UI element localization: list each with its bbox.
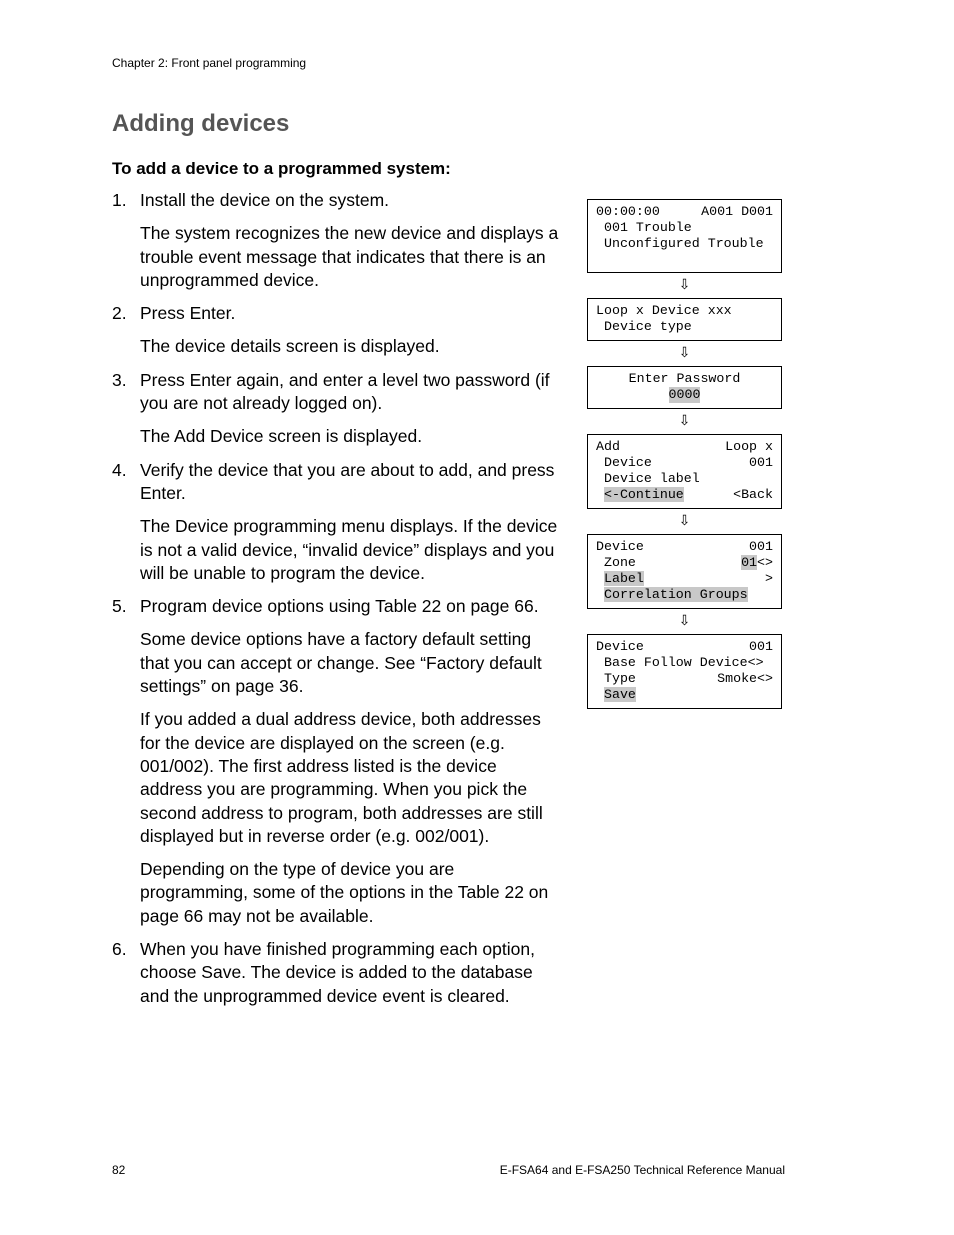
step-number: 3. [112, 369, 127, 390]
lcd-device-menu-screen [587, 534, 782, 609]
lcd-device-save-screen [587, 634, 782, 709]
step-instruction: Press Enter again, and enter a level two password (if you are not already logged on). [140, 369, 550, 414]
lcd-text: 001 Trouble [596, 220, 692, 235]
lcd-text: Device [596, 455, 652, 470]
step-number: 1. [112, 190, 127, 210]
lcd-text: Zone [596, 555, 636, 570]
lcd-text: <> [757, 555, 773, 570]
section-title: Adding devices [112, 110, 290, 137]
down-arrow-icon: ⇩ [678, 613, 691, 629]
lcd-text: Device label [596, 471, 700, 486]
step-2 [112, 302, 562, 359]
page-number: 82 [112, 1163, 126, 1177]
lcd-text: Unconfigured Trouble [596, 236, 764, 251]
procedure-steps [112, 189, 562, 1018]
step-1 [112, 189, 562, 292]
step-4 [112, 459, 562, 585]
manual-title: E-FSA64 and E-FSA250 Technical Reference Manual [499, 1163, 785, 1177]
step-note: Depending on the type of device you are programming, some of the options in the Table 22 on page 66 may not be available. [140, 859, 549, 926]
lcd-text: Base Follow Device<> [596, 655, 764, 670]
lcd-text: A001 D001 [701, 204, 773, 219]
procedure-heading: To add a device to a programmed system: [112, 159, 451, 178]
lcd-text: 001 [749, 455, 773, 470]
step-3 [112, 369, 562, 449]
step-instruction: Install the device on the system. [140, 190, 390, 210]
step-note: The device details screen is displayed. [140, 336, 440, 357]
lcd-text: Device [596, 539, 644, 554]
step-note: The Device programming menu displays. If the device is not a valid device, “invalid device” displays and you will be unable to program the device. [140, 516, 558, 583]
running-header: Chapter 2: Front panel programming [112, 56, 307, 70]
lcd-text: 001 [749, 539, 773, 554]
step-note: If you added a dual address device, both addresses for the device are displayed on the screen (e.g. 001/002). The first address listed is the device address you are programming. When you pick the second address to program, both addresses are still displayed but in reverse order (e.g. 002/001). [140, 709, 543, 846]
step-number: 2. [112, 303, 127, 324]
lcd-highlight: Save [603, 687, 636, 702]
lcd-text: 001 [749, 639, 773, 654]
lcd-add-device-screen [587, 434, 782, 509]
down-arrow-icon: ⇩ [678, 513, 691, 529]
step-6 [112, 938, 562, 1008]
step-number: 6. [112, 939, 127, 960]
lcd-device-details-screen [587, 298, 782, 341]
lcd-text: Type [596, 671, 636, 686]
step-number: 5. [112, 596, 127, 617]
step-note: The system recognizes the new device and displays a trouble event message that indicates that there is an unprogrammed device. [140, 223, 559, 290]
lcd-highlight: Correlation Groups [603, 587, 748, 602]
lcd-text: > [765, 571, 773, 586]
lcd-text: 00:00:00 [596, 204, 660, 219]
step-5 [112, 595, 562, 928]
step-instruction: Program device options using Table 22 on page 66. [140, 596, 539, 617]
lcd-password-screen [587, 366, 782, 409]
down-arrow-icon: ⇩ [678, 345, 691, 361]
lcd-text: Smoke<> [717, 671, 773, 686]
lcd-text: <Back [733, 487, 773, 502]
step-instruction: When you have finished programming each option, choose Save. The device is added to the database and the unprogrammed device event is cleared. [140, 939, 535, 1006]
step-note: The Add Device screen is displayed. [140, 426, 423, 447]
step-note: Some device options have a factory default setting that you can accept or change. See “Factory default settings” on page 36. [140, 629, 542, 697]
down-arrow-icon: ⇩ [678, 413, 691, 429]
lcd-trouble-screen [587, 199, 782, 273]
lcd-screen-sequence [587, 199, 782, 709]
lcd-text: Enter Password [628, 371, 741, 386]
lcd-highlight: 0000 [668, 387, 701, 402]
step-instruction: Verify the device that you are about to add, and press Enter. [140, 459, 555, 503]
lcd-highlight: Label [603, 571, 644, 586]
lcd-highlight: <-Continue [603, 487, 684, 502]
step-number: 4. [112, 459, 127, 480]
lcd-text: Device type [596, 319, 692, 334]
lcd-text: Loop x [725, 439, 773, 454]
lcd-text: Loop x Device xxx [596, 303, 732, 318]
lcd-text: Add [596, 439, 620, 454]
down-arrow-icon: ⇩ [678, 277, 691, 293]
step-instruction: Press Enter. [140, 303, 236, 324]
lcd-text: Device [596, 639, 644, 654]
lcd-highlight: 01 [741, 555, 758, 570]
